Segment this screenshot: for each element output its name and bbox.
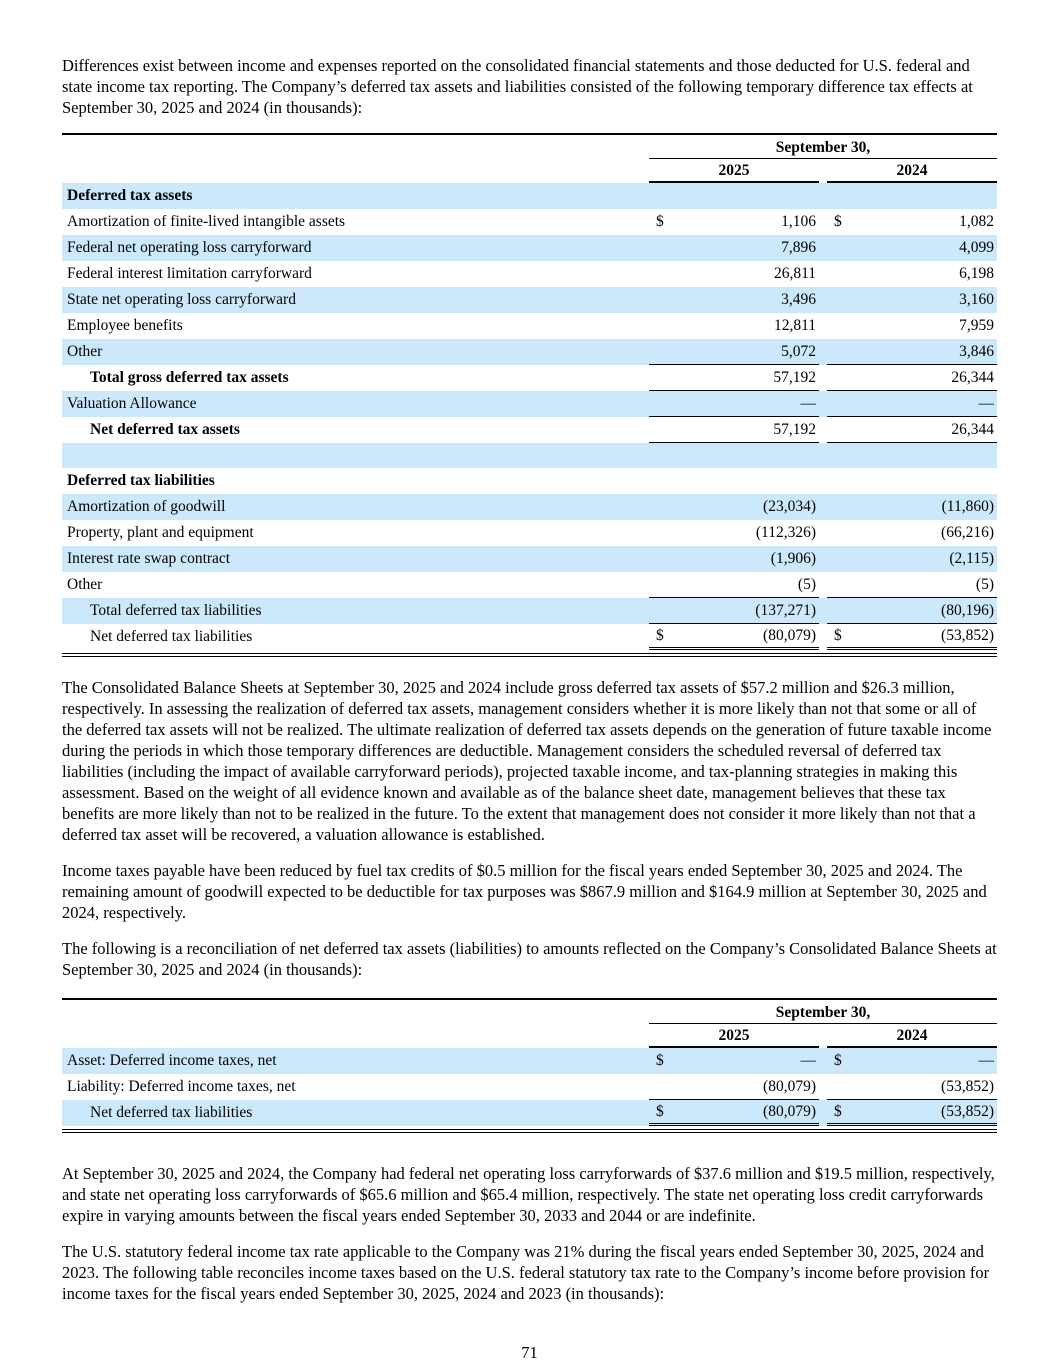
year-header-2025: 2025 [649, 162, 819, 183]
group-header-september-30: September 30, [649, 139, 997, 159]
paragraph-realization: The Consolidated Balance Sheets at September 30, 2025 and 2024 include gross deferred tax assets of $57.2 million and $26.3 million, respectively. In assessing the realization of deferred tax assets, management considers whether it is more likely than not that some or all of the deferred tax assets will not be realized. The ultimate realization of deferred tax assets depends on the generation of future taxable income during the periods in which those temporary differences are deductible. Management considers the scheduled reversal of deferred tax liabilities (including the impact of available carryforward periods), projected taxable income, and tax-planning strategies in making this assessment. Based on the weight of all evidence known and available as of the balance sheet date, management believes that these tax benefits are more likely than not to be realized in the future. To the extent that management does not consider it more likely than not that a deferred tax asset will be recovered, a valuation allowance is established. [62, 678, 992, 844]
table-row [62, 494, 997, 520]
value-2025: 3,496 [781, 291, 816, 308]
value-2025: 26,811 [773, 265, 816, 282]
currency-symbol: $ [656, 1102, 664, 1120]
value-2025: — [800, 1052, 816, 1069]
table-row [62, 546, 997, 572]
value-2025: (112,326) [755, 524, 816, 541]
currency-symbol: $ [834, 213, 842, 230]
value-2024: (66,216) [941, 524, 994, 541]
row-label: Liability: Deferred income taxes, net [67, 1078, 296, 1095]
total-row [62, 365, 997, 391]
spacer-row [62, 443, 997, 468]
table-row [62, 1048, 997, 1074]
currency-symbol: $ [656, 1052, 664, 1069]
currency-symbol: $ [834, 1052, 842, 1069]
table-row [62, 339, 997, 365]
group-header-september-30: September 30, [649, 1004, 997, 1024]
value-2024: 26,344 [951, 368, 994, 386]
value-2024: (53,852) [941, 626, 994, 644]
row-label: State net operating loss carryforward [67, 291, 296, 308]
total-row [62, 1100, 997, 1126]
row-label: Employee benefits [67, 317, 183, 334]
paragraph-statutory-rate: The U.S. statutory federal income tax rate applicable to the Company was 21% during the fiscal years ended September 30, 2025, 2024 and 2023. The following table reconciles income taxes based on the U.S. federal statutory tax rate to the Company’s income before provision for income taxes for the fiscal years ended September 30, 2025, 2024 and 2023 (in thousands): [62, 1242, 990, 1303]
row-label: Amortization of goodwill [67, 498, 226, 515]
table-group-header-row [62, 135, 997, 159]
value-2024: 6,198 [959, 265, 994, 282]
value-2025: (23,034) [763, 498, 816, 515]
reconciliation-table [62, 998, 997, 1133]
paragraph-intro: Differences exist between income and expenses reported on the consolidated financial statements and those deducted for U.S. federal and state income tax reporting. The Company’s deferred tax assets and liabilities consisted of the following temporary difference tax effects at September 30, 2025 and 2024 (in thousands): [62, 56, 973, 117]
table-row [62, 520, 997, 546]
value-2025: — [800, 394, 816, 412]
table-row [62, 235, 997, 261]
row-label: Total deferred tax liabilities [90, 602, 262, 619]
value-2024: 7,959 [959, 317, 994, 334]
total-row [62, 624, 997, 650]
value-2025: (5) [797, 575, 816, 593]
value-2024: (2,115) [949, 550, 994, 567]
total-row [62, 598, 997, 624]
deferred-tax-table [62, 133, 997, 657]
currency-symbol: $ [834, 626, 842, 644]
table-bottom-rule [62, 653, 997, 657]
row-label: Interest rate swap contract [67, 550, 231, 567]
row-label: Net deferred tax liabilities [90, 628, 253, 645]
value-2024: (80,196) [941, 601, 994, 619]
table-row [62, 287, 997, 313]
table-group-header-row [62, 1000, 997, 1024]
value-2025: (137,271) [755, 601, 816, 619]
row-label: Amortization of finite-lived intangible assets [67, 213, 346, 230]
value-2025: (80,079) [763, 1077, 816, 1095]
value-2024: (53,852) [941, 1102, 994, 1120]
section-header-deferred-tax-assets [62, 183, 997, 209]
row-label: Deferred tax assets [67, 187, 193, 204]
total-row [62, 417, 997, 443]
value-2024: 3,846 [959, 342, 994, 360]
value-2025: 57,192 [773, 420, 816, 438]
paragraph-fuel-tax-credits: Income taxes payable have been reduced by fuel tax credits of $0.5 million for the fiscal years ended September 30, 2025 and 2024. The remaining amount of goodwill expected to be deductible for tax purposes was $867.9 million and $164.9 million at September 30, 2025 and 2024, respectively. [62, 861, 987, 922]
row-label: Net deferred tax assets [90, 421, 240, 438]
table-row [62, 1074, 997, 1100]
year-header-2024: 2024 [827, 162, 997, 183]
row-label: Other [67, 576, 103, 593]
table-row [62, 313, 997, 339]
currency-symbol: $ [656, 626, 664, 644]
value-2024: — [978, 1052, 994, 1069]
table-row [62, 572, 997, 598]
value-2025: 1,106 [781, 213, 816, 230]
paragraph-nol-carryforwards: At September 30, 2025 and 2024, the Company had federal net operating loss carryforwards of $37.6 million and $19.5 million, respectively, and state net operating loss carryforwards of $65.6 million and $65.4 million, respectively. The state net operating loss credit carryforwards expire in varying amounts between the fiscal years ended September 30, 2033 and 2044 or are indefinite. [62, 1164, 995, 1225]
currency-symbol: $ [656, 213, 664, 230]
row-label: Total gross deferred tax assets [90, 369, 289, 386]
year-header-2024: 2024 [827, 1027, 997, 1048]
value-2024: (11,860) [941, 498, 994, 515]
value-2025: 12,811 [773, 317, 816, 334]
value-2025: 7,896 [781, 239, 816, 256]
table-row [62, 261, 997, 287]
row-label: Valuation Allowance [67, 395, 197, 412]
row-label: Federal net operating loss carryforward [67, 239, 312, 256]
value-2024: 26,344 [951, 420, 994, 438]
value-2024: (53,852) [941, 1077, 994, 1095]
page-number: 71 [521, 1343, 538, 1362]
row-label: Asset: Deferred income taxes, net [67, 1052, 277, 1069]
value-2024: (5) [975, 575, 994, 593]
table-row [62, 209, 997, 235]
currency-symbol: $ [834, 1102, 842, 1120]
table-year-header-row [62, 1024, 997, 1048]
value-2025: (1,906) [770, 550, 816, 567]
year-header-2025: 2025 [649, 1027, 819, 1048]
row-label: Net deferred tax liabilities [90, 1104, 253, 1121]
value-2024: 3,160 [959, 291, 994, 308]
value-2025: (80,079) [763, 1102, 816, 1120]
value-2024: 4,099 [959, 239, 994, 256]
value-2025: 57,192 [773, 368, 816, 386]
row-label: Property, plant and equipment [67, 524, 254, 541]
row-label: Federal interest limitation carryforward [67, 265, 312, 282]
row-label: Other [67, 343, 103, 360]
paragraph-reconciliation-intro: The following is a reconciliation of net deferred tax assets (liabilities) to amounts reflected on the Company’s Consolidated Balance Sheets at September 30, 2025 and 2024 (in thousands): [62, 939, 997, 979]
table-year-header-row [62, 159, 997, 183]
value-2025: 5,072 [781, 342, 816, 360]
value-2025: (80,079) [763, 626, 816, 644]
row-label: Deferred tax liabilities [67, 472, 215, 489]
table-row [62, 391, 997, 417]
table-bottom-rule [62, 1129, 997, 1133]
value-2024: 1,082 [959, 213, 994, 230]
section-header-deferred-tax-liabilities [62, 468, 997, 494]
value-2024: — [978, 394, 994, 412]
